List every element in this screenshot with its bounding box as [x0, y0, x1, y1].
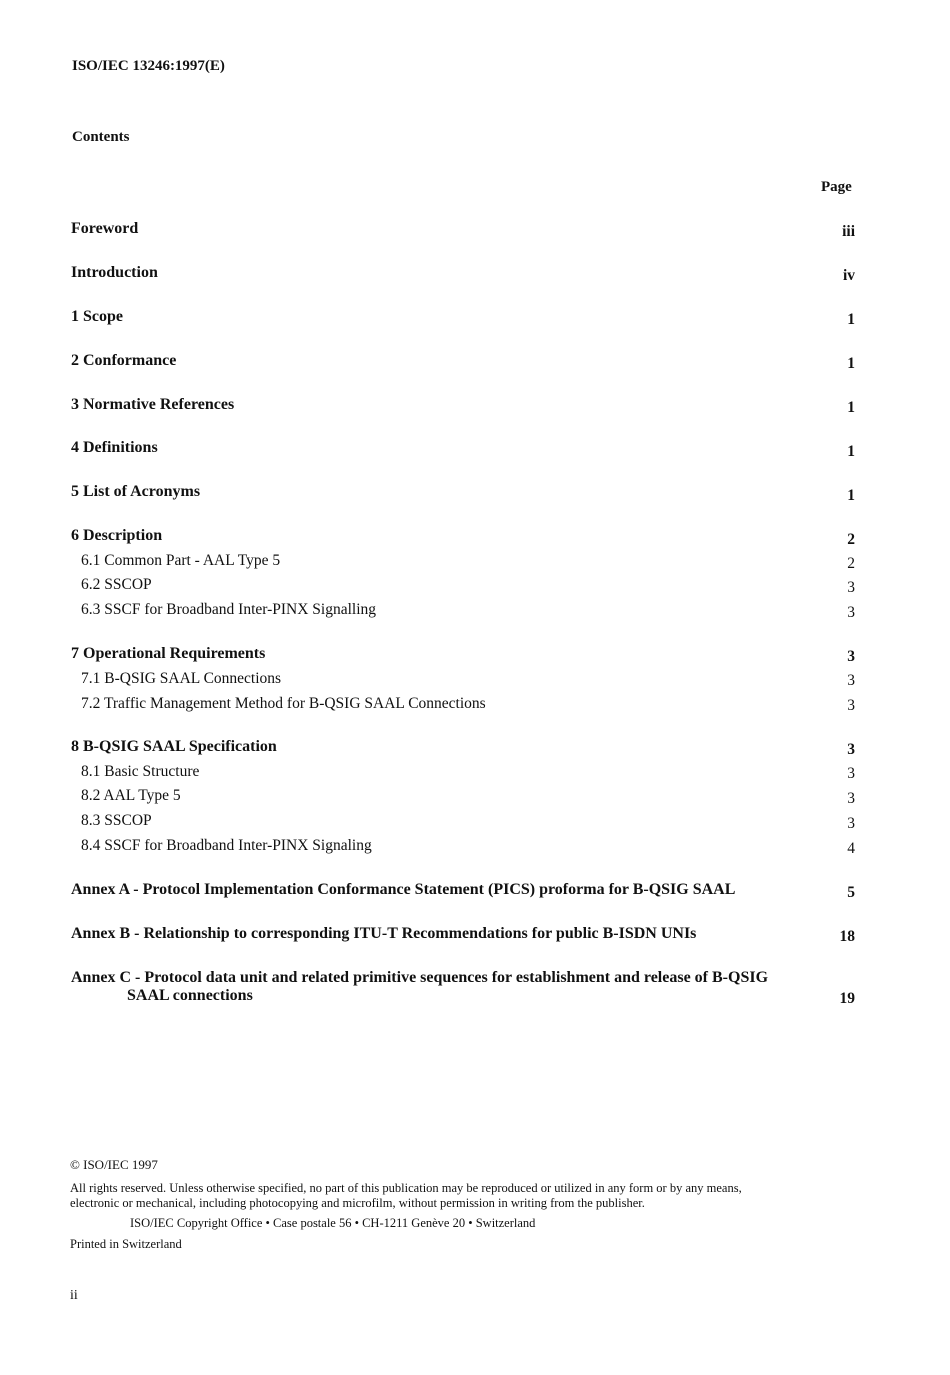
toc-page-foreword: iii	[842, 223, 855, 240]
toc-entry-8-4: 8.4 SSCF for Broadband Inter-PINX Signaling	[81, 837, 372, 854]
toc-entry-annex-c-continued: SAAL connections	[127, 987, 253, 1004]
contents-title: Contents	[72, 129, 130, 145]
toc-entry-acronyms: 5 List of Acronyms	[71, 483, 201, 500]
toc-page-8-4: 4	[847, 840, 855, 857]
standard-id: ISO/IEC 13246:1997(E)	[72, 58, 225, 74]
toc-entry-8-2: 8.2 AAL Type 5	[81, 787, 181, 804]
toc-page-normative-references: 1	[847, 399, 855, 416]
toc-entry-7-1: 7.1 B-QSIG SAAL Connections	[81, 670, 282, 687]
rights-line-1: All rights reserved. Unless otherwise specified, no part of this publication may be reproduced or utilized in any form or by any means,	[70, 1181, 742, 1195]
page-number: ii	[70, 1288, 78, 1303]
toc-entry-6-2: 6.2 SSCOP	[81, 576, 152, 593]
toc-entry-7-2: 7.2 Traffic Management Method for B-QSIG SAAL Connections	[81, 695, 486, 712]
toc-page-6-1: 2	[847, 555, 855, 572]
copyright-office: ISO/IEC Copyright Office • Case postale 56 • CH-1211 Genève 20 • Switzerland	[130, 1216, 536, 1230]
toc-page-annex-c: 19	[839, 990, 855, 1007]
toc-page-annex-a: 5	[847, 884, 855, 901]
toc-page-operational-requirements: 3	[847, 648, 855, 665]
toc-entry-6-3: 6.3 SSCF for Broadband Inter-PINX Signalling	[81, 601, 377, 618]
toc-entry-annex-b: Annex B - Relationship to corresponding ITU-T Recommendations for public B-ISDN UNIs	[71, 925, 697, 942]
toc-entry-annex-c: Annex C - Protocol data unit and related primitive sequences for establishment and release of B-QSIG	[71, 969, 769, 986]
toc-entry-8-1: 8.1 Basic Structure	[81, 763, 200, 780]
toc-entry-annex-a: Annex A - Protocol Implementation Conformance Statement (PICS) proforma for B-QSIG SAAL	[71, 881, 736, 898]
toc-entry-foreword: Foreword	[71, 220, 139, 237]
toc-page-introduction: iv	[842, 267, 855, 284]
toc-page-6-2: 3	[847, 579, 855, 596]
toc-page-acronyms: 1	[847, 487, 855, 504]
toc-entry-scope: 1 Scope	[71, 308, 123, 325]
toc-entry-normative-references: 3 Normative References	[71, 396, 235, 413]
toc-entry-saal-specification: 8 B-QSIG SAAL Specification	[71, 738, 277, 755]
toc-page-scope: 1	[847, 311, 855, 328]
toc-page-7-2: 3	[847, 697, 855, 714]
toc-entry-6-1: 6.1 Common Part - AAL Type 5	[81, 552, 281, 569]
toc-entry-definitions: 4 Definitions	[71, 439, 158, 456]
toc-page-8-1: 3	[847, 765, 855, 782]
printed-in: Printed in Switzerland	[70, 1237, 182, 1251]
toc-page-saal-specification: 3	[847, 741, 855, 758]
toc-page-description: 2	[847, 531, 855, 548]
toc-entry-description: 6 Description	[71, 527, 163, 544]
rights-line-2: electronic or mechanical, including photocopying and microfilm, without permission in writing from the publisher.	[70, 1196, 645, 1210]
toc-page-8-2: 3	[847, 790, 855, 807]
page-column-label: Page	[821, 179, 852, 195]
toc-page-8-3: 3	[847, 815, 855, 832]
toc-page-6-3: 3	[847, 604, 855, 621]
toc-entry-introduction: Introduction	[71, 264, 158, 281]
copyright-line: © ISO/IEC 1997	[70, 1157, 158, 1172]
toc-page-conformance: 1	[847, 355, 855, 372]
toc-page-7-1: 3	[847, 672, 855, 689]
toc-entry-conformance: 2 Conformance	[71, 352, 177, 369]
toc-entry-operational-requirements: 7 Operational Requirements	[71, 645, 266, 662]
toc-entry-8-3: 8.3 SSCOP	[81, 812, 152, 829]
toc-page-definitions: 1	[847, 443, 855, 460]
toc-page-annex-b: 18	[839, 928, 855, 945]
